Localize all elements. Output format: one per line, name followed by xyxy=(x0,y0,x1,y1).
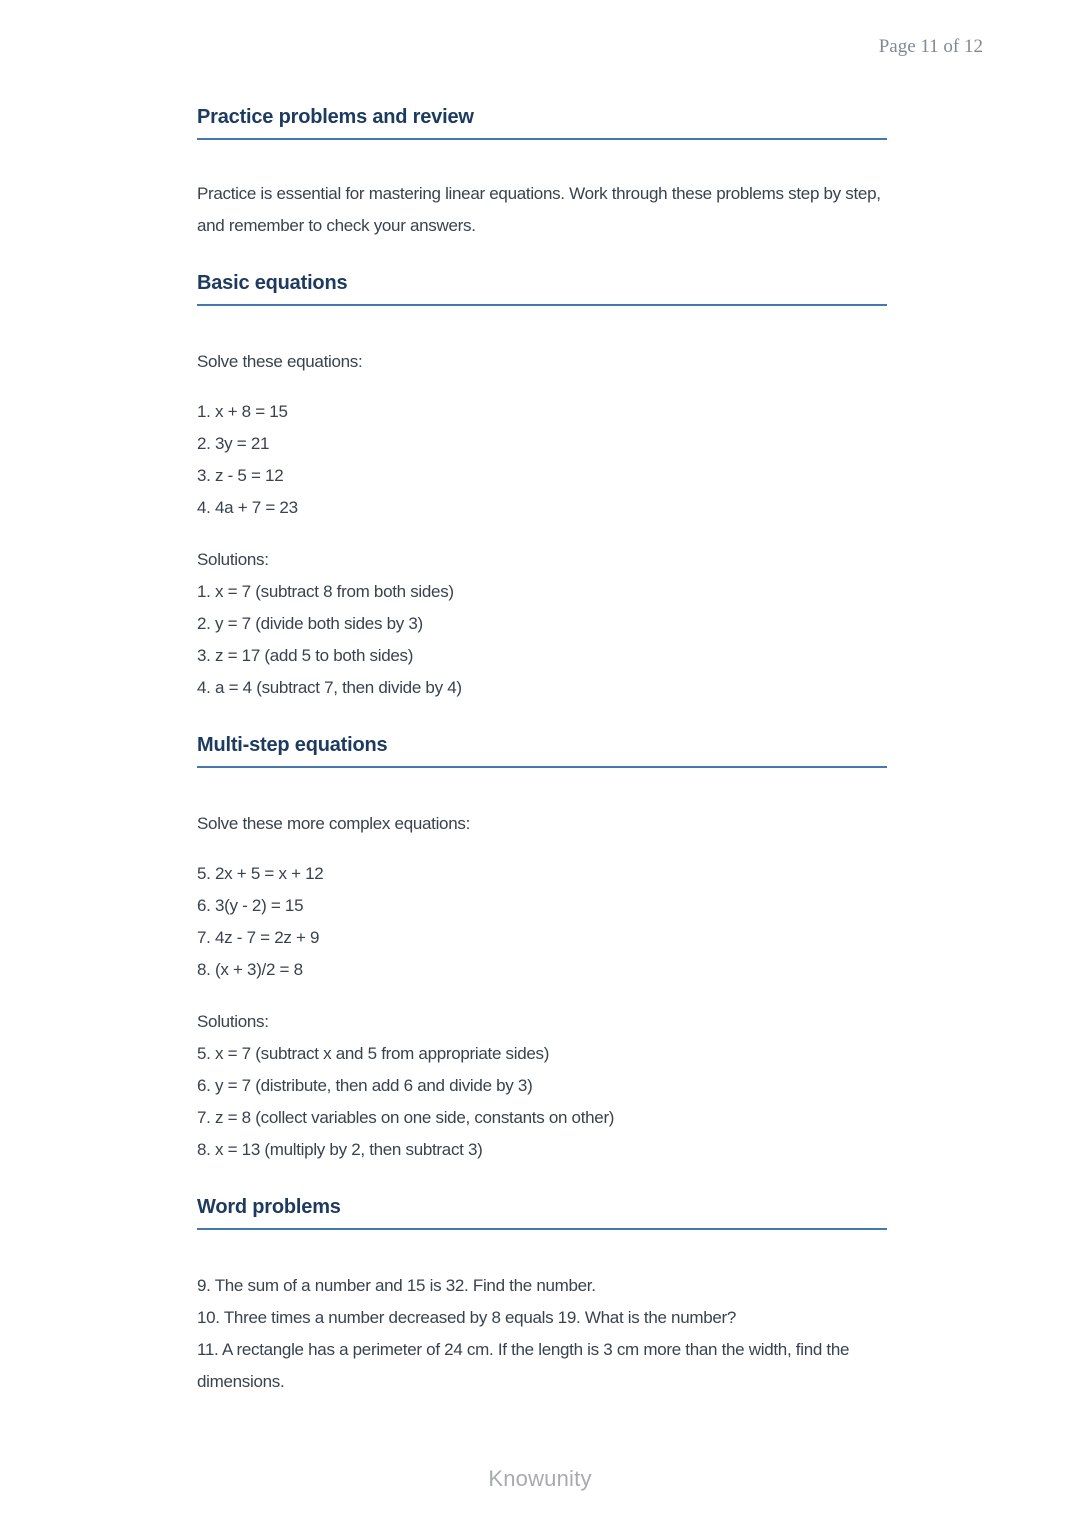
page-indicator: Page 11 of 12 xyxy=(878,36,983,57)
multi-step-lead-text: Solve these more complex equations: xyxy=(197,814,470,833)
solutions-label: Solutions: xyxy=(197,1012,269,1031)
problem-item: 6. 3(y - 2) = 15 xyxy=(197,896,304,915)
heading-divider xyxy=(197,766,887,768)
problem-item: 3. z - 5 = 12 xyxy=(197,466,284,485)
basic-solutions-block xyxy=(197,544,887,704)
section-title-practice-review: Practice problems and review xyxy=(197,106,474,128)
problem-item: 5. 2x + 5 = x + 12 xyxy=(197,864,324,883)
solution-item: 5. x = 7 (subtract x and 5 from appropriate sides) xyxy=(197,1044,550,1063)
problem-item: 7. 4z - 7 = 2z + 9 xyxy=(197,928,320,947)
problem-item: 8. (x + 3)/2 = 8 xyxy=(197,960,303,979)
multi-step-problems-list xyxy=(197,858,887,986)
problem-item: 4. 4a + 7 = 23 xyxy=(197,498,298,517)
heading-divider xyxy=(197,1228,887,1230)
problem-item: 11. A rectangle has a perimeter of 24 cm. If the length is 3 cm more than the width, find the dimensions. xyxy=(197,1340,850,1391)
problem-item: 9. The sum of a number and 15 is 32. Find the number. xyxy=(197,1276,596,1295)
section-title-word-problems: Word problems xyxy=(197,1196,341,1218)
word-problems-list xyxy=(197,1270,887,1398)
brand-footer: Knowunity xyxy=(488,1466,592,1491)
heading-divider xyxy=(197,304,887,306)
basic-problems-list xyxy=(197,396,887,524)
intro-paragraph: Practice is essential for mastering linear equations. Work through these problems step by step, and remember to check your answers. xyxy=(197,184,881,235)
solutions-label: Solutions: xyxy=(197,550,269,569)
page-content xyxy=(197,0,887,1398)
section-title-multi-step-equations: Multi-step equations xyxy=(197,734,388,756)
problem-item: 10. Three times a number decreased by 8 equals 19. What is the number? xyxy=(197,1308,737,1327)
solution-item: 2. y = 7 (divide both sides by 3) xyxy=(197,614,423,633)
multi-step-solutions-block xyxy=(197,1006,887,1166)
solution-item: 4. a = 4 (subtract 7, then divide by 4) xyxy=(197,678,462,697)
heading-divider xyxy=(197,138,887,140)
solution-item: 1. x = 7 (subtract 8 from both sides) xyxy=(197,582,454,601)
basic-lead-text: Solve these equations: xyxy=(197,352,363,371)
solution-item: 6. y = 7 (distribute, then add 6 and divide by 3) xyxy=(197,1076,533,1095)
solution-item: 8. x = 13 (multiply by 2, then subtract 3) xyxy=(197,1140,483,1159)
solution-item: 7. z = 8 (collect variables on one side, constants on other) xyxy=(197,1108,615,1127)
problem-item: 2. 3y = 21 xyxy=(197,434,270,453)
section-title-basic-equations: Basic equations xyxy=(197,272,348,294)
problem-item: 1. x + 8 = 15 xyxy=(197,402,288,421)
solution-item: 3. z = 17 (add 5 to both sides) xyxy=(197,646,414,665)
